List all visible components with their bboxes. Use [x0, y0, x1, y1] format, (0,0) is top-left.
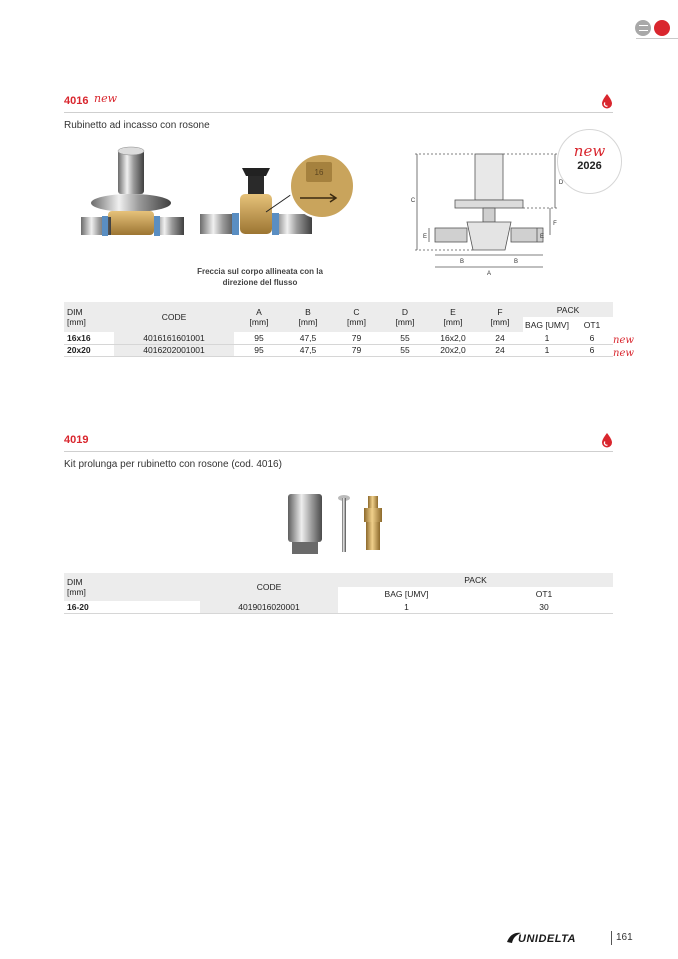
brand-logo: UNIDELTA — [518, 933, 576, 945]
table-row — [64, 332, 613, 344]
cell-dim: 20x20 — [64, 344, 114, 356]
cell-d: 55 — [381, 332, 429, 344]
badge-year: 2026 — [577, 160, 602, 172]
top-badges — [635, 20, 670, 36]
table-row — [64, 601, 613, 613]
valve-rosette-image — [78, 145, 188, 255]
top-divider — [636, 38, 678, 39]
cell-c: 79 — [332, 344, 381, 356]
dim-label-d: D — [558, 180, 564, 186]
table-row — [64, 344, 613, 356]
header-pack: PACK — [523, 302, 613, 317]
product-description: Rubinetto ad incasso con rosone — [64, 120, 210, 131]
cell-bag: 1 — [338, 601, 475, 613]
product-table-4016 — [64, 302, 613, 357]
header-pack: PACK — [338, 573, 613, 587]
section-header-4016 — [64, 92, 613, 113]
dim-label-b-left: B — [459, 259, 465, 265]
header-bag: BAG [UMV] — [338, 587, 475, 601]
new-2026-badge — [557, 129, 622, 194]
cell-a: 95 — [234, 332, 284, 344]
valve-body-image — [196, 150, 356, 260]
product-code: 4019 — [64, 434, 89, 446]
cell-bag: 1 — [523, 344, 571, 356]
header-code: CODE — [114, 302, 234, 332]
technical-drawing — [405, 150, 565, 280]
cell-code: 4019016020001 — [200, 601, 338, 613]
new-label: new — [94, 92, 118, 105]
header-bag: BAG [UMV] — [523, 317, 571, 332]
header-dim: DIM [mm] — [64, 302, 114, 332]
page-number: 161 — [616, 932, 633, 943]
water-drop-icon — [601, 432, 613, 448]
dim-label-b-right: B — [513, 259, 519, 265]
dim-label-c: C — [410, 198, 416, 204]
cell-f: 24 — [477, 344, 523, 356]
row-new-label: new — [613, 348, 634, 359]
water-drop-icon — [601, 93, 613, 109]
page-separator — [611, 931, 612, 945]
cell-ot1: 30 — [475, 601, 613, 613]
header-c: C [mm] — [332, 302, 381, 332]
cell-b: 47,5 — [284, 332, 332, 344]
cell-code: 4016161601001 — [114, 332, 234, 344]
section-header-4019 — [64, 434, 613, 452]
row-new-label: new — [613, 335, 634, 346]
cell-a: 95 — [234, 344, 284, 356]
header-dim: DIM [mm] — [64, 573, 200, 601]
product-code: 4016 — [64, 95, 89, 107]
cell-ot1: 6 — [571, 332, 613, 344]
cell-b: 47,5 — [284, 344, 332, 356]
header-e: E [mm] — [429, 302, 477, 332]
cell-d: 55 — [381, 344, 429, 356]
cell-dim: 16x16 — [64, 332, 114, 344]
product-description: Kit prolunga per rubinetto con rosone (cod. 4016) — [64, 459, 282, 470]
red-dot-icon — [654, 20, 670, 36]
dim-label-a: A — [486, 271, 492, 277]
header-d: D [mm] — [381, 302, 429, 332]
image-caption: Freccia sul corpo allineata con la direzione del flusso — [197, 267, 323, 287]
dim-label-f: F — [553, 221, 557, 227]
badge-new-script: new — [573, 142, 606, 160]
header-code: CODE — [200, 573, 338, 601]
dim-label-e-left: E — [422, 234, 428, 240]
cell-dim: 16-20 — [64, 601, 200, 613]
cell-ot1: 6 — [571, 344, 613, 356]
cell-f: 24 — [477, 332, 523, 344]
header-f: F [mm] — [477, 302, 523, 332]
header-b: B [mm] — [284, 302, 332, 332]
cell-c: 79 — [332, 332, 381, 344]
svg-text:16: 16 — [314, 168, 324, 177]
cell-code: 4016202001001 — [114, 344, 234, 356]
cell-bag: 1 — [523, 332, 571, 344]
dim-label-e-right: E — [539, 234, 545, 240]
header-ot1: OT1 — [475, 587, 613, 601]
cell-e: 16x2,0 — [429, 332, 477, 344]
header-a: A [mm] — [234, 302, 284, 332]
header-ot1: OT1 — [571, 317, 613, 332]
extension-kit-image — [282, 490, 392, 558]
product-table-4019 — [64, 573, 613, 614]
cell-e: 20x2,0 — [429, 344, 477, 356]
layers-icon — [635, 20, 651, 36]
